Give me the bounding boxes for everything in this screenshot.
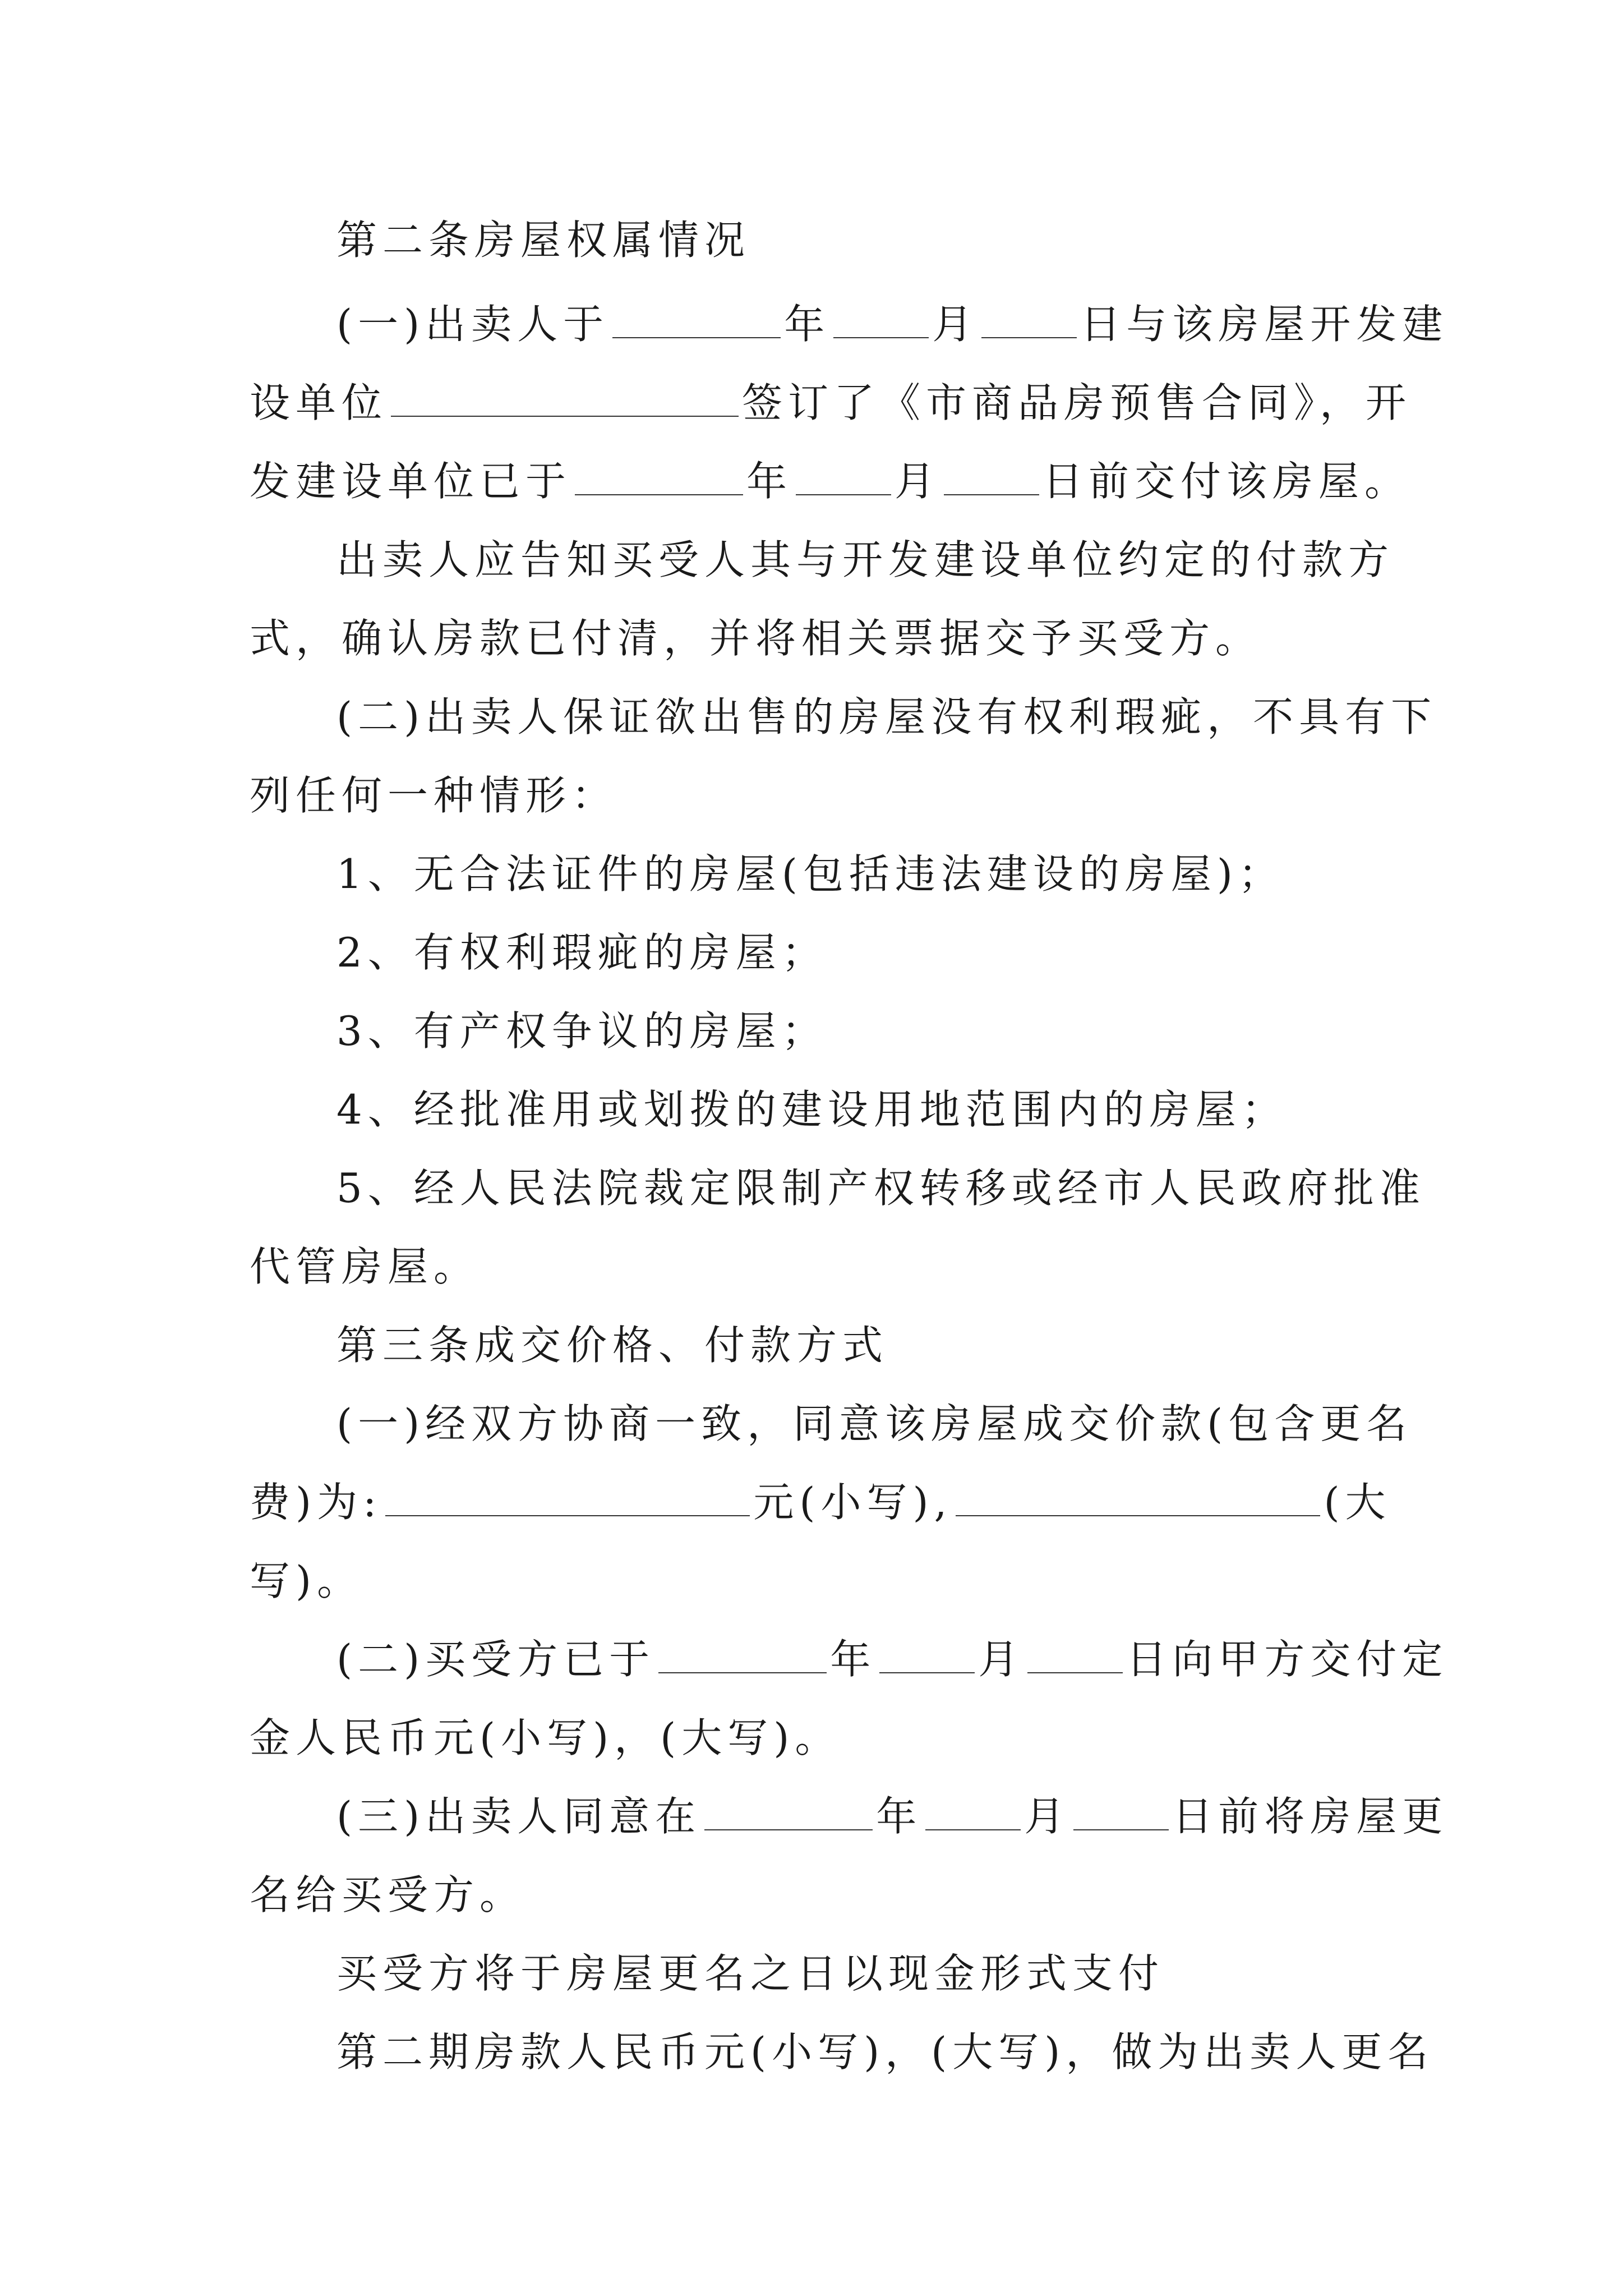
list-item: 4、经批准用或划拨的建设用地范围内的房屋； bbox=[336, 1086, 1288, 1133]
blank-month bbox=[833, 298, 929, 338]
text-segment: 月 bbox=[932, 301, 979, 348]
blank-year bbox=[575, 455, 743, 495]
text-segment: 年 bbox=[876, 1793, 923, 1840]
text-segment: 年 bbox=[746, 458, 793, 505]
article2-p2-line2: 式，确认房款已付清，并将相关票据交予买受方。 bbox=[250, 615, 1262, 662]
text-segment: 元(小写), bbox=[753, 1479, 953, 1526]
article3-p1-line3: 写)。 bbox=[250, 1557, 363, 1604]
blank-day bbox=[944, 455, 1039, 495]
blank-day bbox=[1073, 1790, 1169, 1830]
blank-year bbox=[704, 1790, 873, 1830]
article3-p2-line2: 金人民币元(小写)，(大写)。 bbox=[250, 1714, 841, 1761]
list-item-continued: 代管房屋。 bbox=[250, 1243, 480, 1290]
article3-p3-line2: 名给买受方。 bbox=[250, 1871, 526, 1918]
text-segment: 月 bbox=[1024, 1793, 1071, 1840]
list-item: 1、无合法证件的房屋(包括违法建设的房屋)； bbox=[336, 850, 1284, 898]
article2-p1-line1 bbox=[0, 296, 1623, 352]
article2-p2-line1: 出卖人应告知买受人其与开发建设单位约定的付款方 bbox=[336, 536, 1395, 583]
text-segment: 日前将房屋更 bbox=[1172, 1793, 1449, 1840]
text-segment: 费)为: bbox=[250, 1479, 382, 1526]
text-segment: 发建设单位已于 bbox=[250, 458, 572, 505]
blank-developer bbox=[391, 376, 739, 417]
article3-title: 第三条成交价格、付款方式 bbox=[336, 1322, 889, 1369]
article2-title: 第二条房屋权属情况 bbox=[336, 217, 751, 264]
text-segment: 年 bbox=[784, 301, 831, 348]
list-item: 5、经人民法院裁定限制产权转移或经市人民政府批准 bbox=[336, 1165, 1426, 1212]
text-segment: (二)买受方已于 bbox=[336, 1636, 656, 1683]
blank-year bbox=[658, 1633, 827, 1673]
article3-p5: 第二期房款人民币元(小写)，(大写)，做为出卖人更名 bbox=[336, 2028, 1434, 2076]
blank-year bbox=[612, 298, 781, 338]
blank-price-upper bbox=[956, 1476, 1320, 1516]
article3-p2-line1 bbox=[0, 1631, 1623, 1687]
article3-p1-line1: (一)经双方协商一致，同意该房屋成交价款(包含更名 bbox=[336, 1400, 1413, 1447]
article2-p1-line2 bbox=[0, 375, 1623, 431]
text-segment: 日与该房屋开发建 bbox=[1080, 301, 1449, 348]
text-segment: 年 bbox=[830, 1636, 877, 1683]
article3-p4: 买受方将于房屋更名之日以现金形式支付 bbox=[336, 1950, 1165, 1997]
text-segment: 签订了《市商品房预售合同》，开 bbox=[742, 379, 1412, 426]
article2-p3-line2: 列任何一种情形： bbox=[250, 772, 618, 819]
text-segment: (三)出卖人同意在 bbox=[336, 1793, 702, 1840]
blank-month bbox=[925, 1790, 1021, 1830]
list-item: 2、有权利瑕疵的房屋； bbox=[336, 929, 828, 976]
text-segment: 设单位 bbox=[250, 379, 388, 426]
text-segment: (一)出卖人于 bbox=[336, 301, 610, 348]
blank-day bbox=[981, 298, 1077, 338]
list-item: 3、有产权争议的房屋； bbox=[336, 1007, 828, 1055]
article3-p1-line2 bbox=[0, 1474, 1623, 1530]
article3-p3-line1 bbox=[0, 1788, 1623, 1844]
blank-month bbox=[879, 1633, 975, 1673]
text-segment: 日前交付该房屋。 bbox=[1043, 458, 1411, 505]
text-segment: 月 bbox=[978, 1636, 1025, 1683]
text-segment: 日向甲方交付定 bbox=[1126, 1636, 1449, 1683]
article2-p1-line3 bbox=[0, 453, 1623, 509]
article2-p3-line1: (二)出卖人保证欲出售的房屋没有权利瑕疵，不具有下 bbox=[336, 693, 1437, 740]
blank-price-lower bbox=[385, 1476, 750, 1516]
text-segment: (大 bbox=[1324, 1479, 1391, 1526]
blank-day bbox=[1027, 1633, 1123, 1673]
text-segment: 月 bbox=[895, 458, 941, 505]
blank-month bbox=[796, 455, 891, 495]
